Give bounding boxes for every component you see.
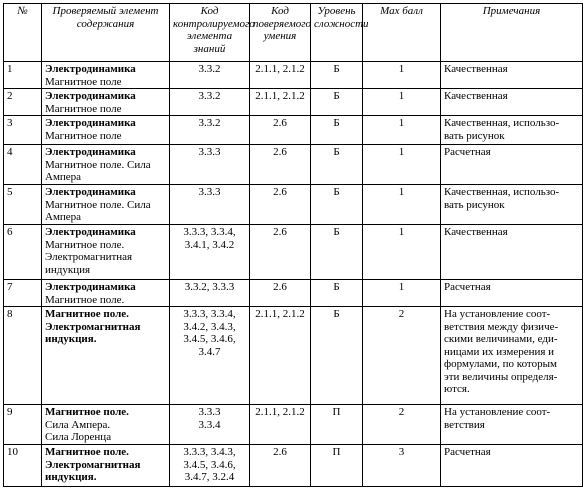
knowledge-code: 3.4.5, 3.4.6, (183, 458, 236, 471)
table-body (4, 62, 583, 487)
notes-cell (441, 145, 583, 185)
difficulty-level: Б (311, 185, 363, 225)
skill-code: 2.6 (250, 145, 311, 185)
difficulty-level: Б (311, 145, 363, 185)
note-text: вать рисунок (444, 198, 505, 211)
content-element-title: Электродинамика (45, 63, 136, 75)
notes-cell (441, 116, 583, 145)
notes-cell (441, 225, 583, 280)
skill-code: 2.6 (250, 445, 311, 487)
knowledge-code: 3.4.7 (198, 345, 221, 358)
notes-cell (441, 405, 583, 445)
content-element-title: Электродинамика (45, 90, 136, 102)
content-element-detail: Сила Ампера. (45, 418, 111, 431)
max-score: 1 (363, 89, 441, 116)
content-element-detail: Магнитное поле (45, 75, 122, 88)
note-text: ветствия (444, 418, 485, 431)
note-text: скими величинами, еди- (444, 333, 558, 345)
note-text: На установление соот- (444, 406, 551, 418)
max-score: 2 (363, 405, 441, 445)
header-num: № (4, 4, 42, 62)
knowledge-code-cell (170, 185, 250, 225)
knowledge-code: 3.3.2 (198, 117, 221, 129)
skill-code: 2.6 (250, 225, 311, 280)
note-text: формулами, по которым (444, 358, 557, 370)
header-element: Проверяемый элемент содержания (42, 4, 170, 62)
content-element-cell (42, 307, 170, 405)
note-text: Качественная (444, 226, 508, 238)
max-score: 1 (363, 145, 441, 185)
content-element-title: индукция. (45, 471, 97, 483)
knowledge-code: 3.3.2 (198, 63, 221, 75)
knowledge-code-cell (170, 116, 250, 145)
table-row (4, 445, 583, 487)
row-number: 7 (4, 280, 42, 307)
content-element-title: Электродинамика (45, 186, 136, 198)
table-row (4, 116, 583, 145)
max-score: 3 (363, 445, 441, 487)
row-number: 1 (4, 62, 42, 89)
difficulty-level: П (311, 445, 363, 487)
note-text: ются. (444, 383, 470, 395)
knowledge-code-cell (170, 405, 250, 445)
skill-code: 2.6 (250, 185, 311, 225)
difficulty-level: Б (311, 89, 363, 116)
skill-code: 2.1.1, 2.1.2 (250, 89, 311, 116)
content-element-detail: Магнитное поле. (45, 293, 125, 306)
note-text: Качественная (444, 90, 508, 102)
note-text: Расчетная (444, 446, 491, 458)
note-text: ветствия между физиче- (444, 320, 559, 333)
table-row (4, 280, 583, 307)
row-number: 9 (4, 405, 42, 445)
difficulty-level: Б (311, 116, 363, 145)
knowledge-code: 3.3.3 (198, 406, 221, 418)
knowledge-code: 3.3.4 (198, 418, 221, 431)
row-number: 5 (4, 185, 42, 225)
knowledge-code-cell (170, 145, 250, 185)
knowledge-code: 3.4.2, 3.4.3, (183, 320, 236, 333)
notes-cell (441, 62, 583, 89)
notes-cell (441, 307, 583, 405)
table-row (4, 62, 583, 89)
knowledge-code: 3.3.3 (198, 186, 221, 198)
table-row (4, 89, 583, 116)
note-text: ницами их измерения и (444, 345, 555, 358)
content-element-cell (42, 62, 170, 89)
content-element-title: Магнитное поле. (45, 406, 129, 418)
difficulty-level: Б (311, 280, 363, 307)
skill-code: 2.1.1, 2.1.2 (250, 405, 311, 445)
content-element-title: Магнитное поле. (45, 308, 129, 320)
max-score: 1 (363, 225, 441, 280)
skill-code: 2.1.1, 2.1.2 (250, 307, 311, 405)
content-element-title: Электродинамика (45, 226, 136, 238)
content-element-cell (42, 116, 170, 145)
content-element-cell (42, 225, 170, 280)
row-number: 10 (4, 445, 42, 487)
knowledge-code: 3.3.3, 3.4.3, (183, 446, 236, 458)
note-text: Качественная (444, 63, 508, 75)
assessment-table (3, 3, 583, 487)
max-score: 1 (363, 185, 441, 225)
content-element-detail: Магнитное поле (45, 102, 122, 115)
content-element-detail: индукция (45, 263, 91, 276)
note-text: Качественная, использо- (444, 186, 560, 198)
note-text: Расчетная (444, 281, 491, 293)
content-element-title: индукция. (45, 333, 97, 345)
skill-code: 2.6 (250, 280, 311, 307)
row-number: 6 (4, 225, 42, 280)
note-text: эти величины определя- (444, 370, 558, 383)
content-element-cell (42, 145, 170, 185)
note-text: Расчетная (444, 146, 491, 158)
notes-cell (441, 185, 583, 225)
content-element-cell (42, 405, 170, 445)
knowledge-code: 3.3.2, 3.3.3 (184, 281, 235, 293)
header-level: Уровень сложности (311, 4, 363, 62)
header-notes: Примечания (441, 4, 583, 62)
content-element-title: Электромагнитная (45, 320, 141, 333)
content-element-detail: Электромагнитная (45, 251, 133, 263)
knowledge-code: 3.4.1, 3.4.2 (184, 238, 235, 251)
content-element-cell (42, 89, 170, 116)
knowledge-code-cell (170, 89, 250, 116)
content-element-detail: Ампера (45, 211, 82, 223)
content-element-detail: Ампера (45, 171, 82, 183)
header-code: Код контролируемого элемента знаний (170, 4, 250, 62)
max-score: 1 (363, 116, 441, 145)
content-element-title: Электродинамика (45, 281, 136, 293)
header-row (4, 4, 583, 62)
knowledge-code-cell (170, 62, 250, 89)
difficulty-level: Б (311, 62, 363, 89)
table-row (4, 225, 583, 280)
content-element-cell (42, 280, 170, 307)
knowledge-code: 3.4.5, 3.4.6, (183, 333, 236, 345)
row-number: 4 (4, 145, 42, 185)
knowledge-code: 3.4.7, 3.2.4 (184, 471, 235, 483)
content-element-title: Электродинамика (45, 117, 136, 129)
content-element-cell (42, 445, 170, 487)
knowledge-code: 3.3.3, 3.3.4, (183, 308, 236, 320)
content-element-detail: Магнитное поле. Сила (45, 198, 151, 211)
knowledge-code: 3.3.3, 3.3.4, (183, 226, 236, 238)
difficulty-level: П (311, 405, 363, 445)
note-text: На установление соот- (444, 308, 551, 320)
knowledge-code-cell (170, 445, 250, 487)
header-skill: Код поверяемого умения (250, 4, 311, 62)
content-element-detail: Сила Лоренца (45, 431, 112, 443)
difficulty-level: Б (311, 307, 363, 405)
row-number: 2 (4, 89, 42, 116)
skill-code: 2.1.1, 2.1.2 (250, 62, 311, 89)
knowledge-code-cell (170, 280, 250, 307)
table-row (4, 185, 583, 225)
skill-code: 2.6 (250, 116, 311, 145)
content-element-detail: Магнитное поле. (45, 238, 125, 251)
content-element-title: Электромагнитная (45, 458, 141, 471)
content-element-detail: Магнитное поле (45, 129, 122, 142)
note-text: Качественная, использо- (444, 117, 560, 129)
max-score: 1 (363, 62, 441, 89)
max-score: 1 (363, 280, 441, 307)
row-number: 3 (4, 116, 42, 145)
header-max: Мах балл (363, 4, 441, 62)
content-element-cell (42, 185, 170, 225)
notes-cell (441, 280, 583, 307)
table-row (4, 145, 583, 185)
knowledge-code: 3.3.2 (198, 90, 221, 102)
note-text: вать рисунок (444, 129, 505, 142)
notes-cell (441, 89, 583, 116)
table-row (4, 307, 583, 405)
max-score: 2 (363, 307, 441, 405)
notes-cell (441, 445, 583, 487)
row-number: 8 (4, 307, 42, 405)
content-element-title: Электродинамика (45, 146, 136, 158)
table-row (4, 405, 583, 445)
knowledge-code-cell (170, 307, 250, 405)
difficulty-level: Б (311, 225, 363, 280)
content-element-title: Магнитное поле. (45, 446, 129, 458)
knowledge-code-cell (170, 225, 250, 280)
content-element-detail: Магнитное поле. Сила (45, 158, 151, 171)
knowledge-code: 3.3.3 (198, 146, 221, 158)
